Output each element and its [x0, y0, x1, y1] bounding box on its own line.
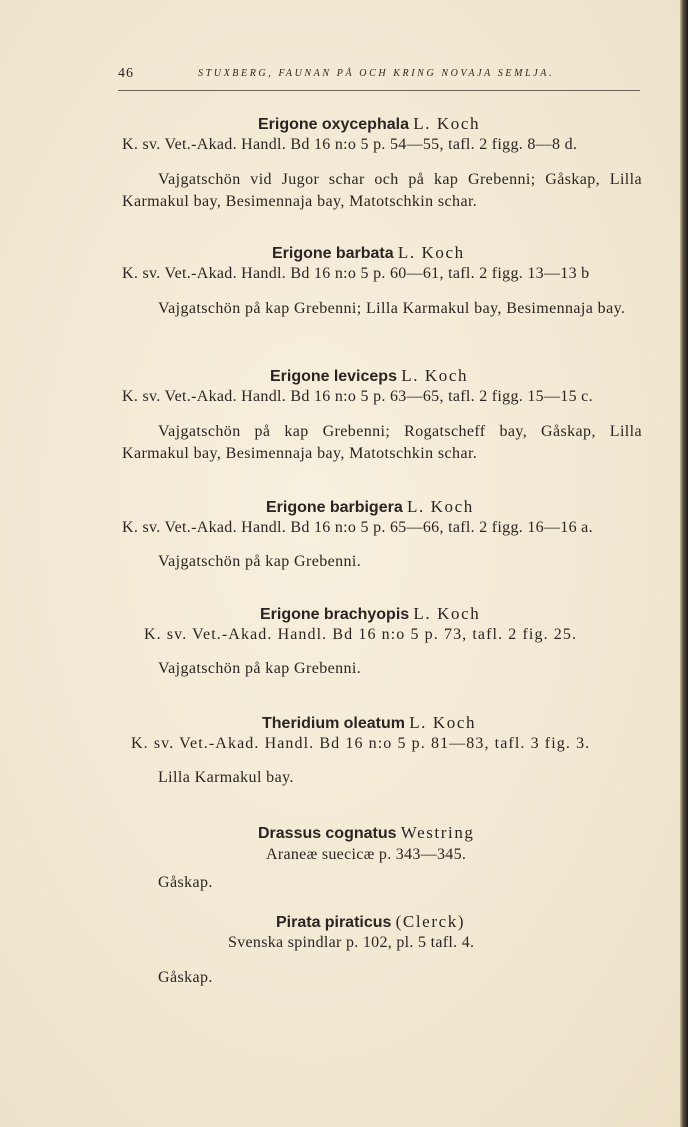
- author: L. Koch: [413, 114, 481, 133]
- localities: Vajgatschön på kap Grebenni.: [158, 553, 362, 570]
- species-name: [266, 497, 474, 517]
- genus: Erigone: [272, 245, 332, 262]
- genus: Erigone: [260, 606, 320, 623]
- literature-reference: K. sv. Vet.-Akad. Handl. Bd 16 n:o 5 p. 63—65, tafl. 2 figg. 15—15 c.: [122, 388, 593, 405]
- author: L. Koch: [397, 243, 465, 262]
- species-name: [258, 114, 480, 134]
- book-spine-edge: [680, 0, 688, 1127]
- species-name: [276, 912, 465, 932]
- species-epithet: leviceps: [333, 368, 397, 385]
- author: Westring: [400, 823, 475, 842]
- author: L. Koch: [413, 604, 481, 623]
- literature-reference: K. sv. Vet.-Akad. Handl. Bd 16 n:o 5 p. 54—55, tafl. 2 figg. 8—8 d.: [122, 136, 578, 153]
- genus: Theridium: [262, 715, 340, 732]
- author: L. Koch: [401, 366, 469, 385]
- header-rule: [118, 90, 640, 91]
- genus: Drassus: [258, 825, 322, 842]
- author: L. Koch: [409, 713, 477, 732]
- genus: Erigone: [270, 368, 330, 385]
- literature-reference: Araneæ suecicæ p. 343—345.: [266, 846, 467, 863]
- literature-reference: K. sv. Vet.-Akad. Handl. Bd 16 n:o 5 p. 65—66, tafl. 2 figg. 16—16 a.: [122, 519, 593, 536]
- genus: Pirata: [276, 914, 321, 931]
- literature-reference: K. sv. Vet.-Akad. Handl. Bd 16 n:o 5 p. 81—83, tafl. 3 fig. 3.: [131, 735, 591, 752]
- species-epithet: barbata: [335, 245, 394, 262]
- species-epithet: oxycephala: [321, 116, 409, 133]
- localities: Vajgatschön på kap Grebenni.: [158, 660, 362, 677]
- species-name: [270, 366, 468, 386]
- localities: Lilla Karmakul bay.: [158, 769, 294, 786]
- localities: Gåskap.: [158, 969, 213, 986]
- species-name: [258, 823, 475, 843]
- species-name: [260, 604, 480, 624]
- author: L. Koch: [406, 497, 474, 516]
- running-title: STUXBERG, FAUNAN PÅ OCH KRING NOVAJA SEMLJA.: [198, 68, 555, 79]
- localities: Vajgatschön på kap Grebenni; Rogatscheff bay, Gåskap, Lilla Karmakul bay, Besimennaja bay, Matotschkin schar.: [122, 423, 642, 462]
- literature-reference: Svenska spindlar p. 102, pl. 5 tafl. 4.: [228, 934, 475, 951]
- literature-reference: K. sv. Vet.-Akad. Handl. Bd 16 n:o 5 p. 60—61, tafl. 2 figg. 13—13 b: [122, 265, 590, 282]
- author: (Clerck): [395, 912, 466, 931]
- species-name: [272, 243, 465, 263]
- localities: Gåskap.: [158, 874, 213, 891]
- species-epithet: cognatus: [325, 825, 397, 842]
- species-epithet: piraticus: [324, 914, 392, 931]
- genus: Erigone: [258, 116, 318, 133]
- genus: Erigone: [266, 499, 326, 516]
- localities: Vajgatschön på kap Grebenni; Lilla Karmakul bay, Besimennaja bay.: [158, 300, 626, 317]
- page-header: [118, 66, 640, 88]
- species-epithet: brachyopis: [323, 606, 410, 623]
- page-number: 46: [118, 66, 134, 81]
- species-name: [262, 713, 476, 733]
- species-epithet: oleatum: [343, 715, 405, 732]
- literature-reference: K. sv. Vet.-Akad. Handl. Bd 16 n:o 5 p. 73, tafl. 2 fig. 25.: [144, 626, 578, 643]
- localities: Vajgatschön vid Jugor schar och på kap Grebenni; Gåskap, Lilla Karmakul bay, Besimennaja bay, Matotschkin schar.: [122, 171, 642, 210]
- species-epithet: barbigera: [329, 499, 403, 516]
